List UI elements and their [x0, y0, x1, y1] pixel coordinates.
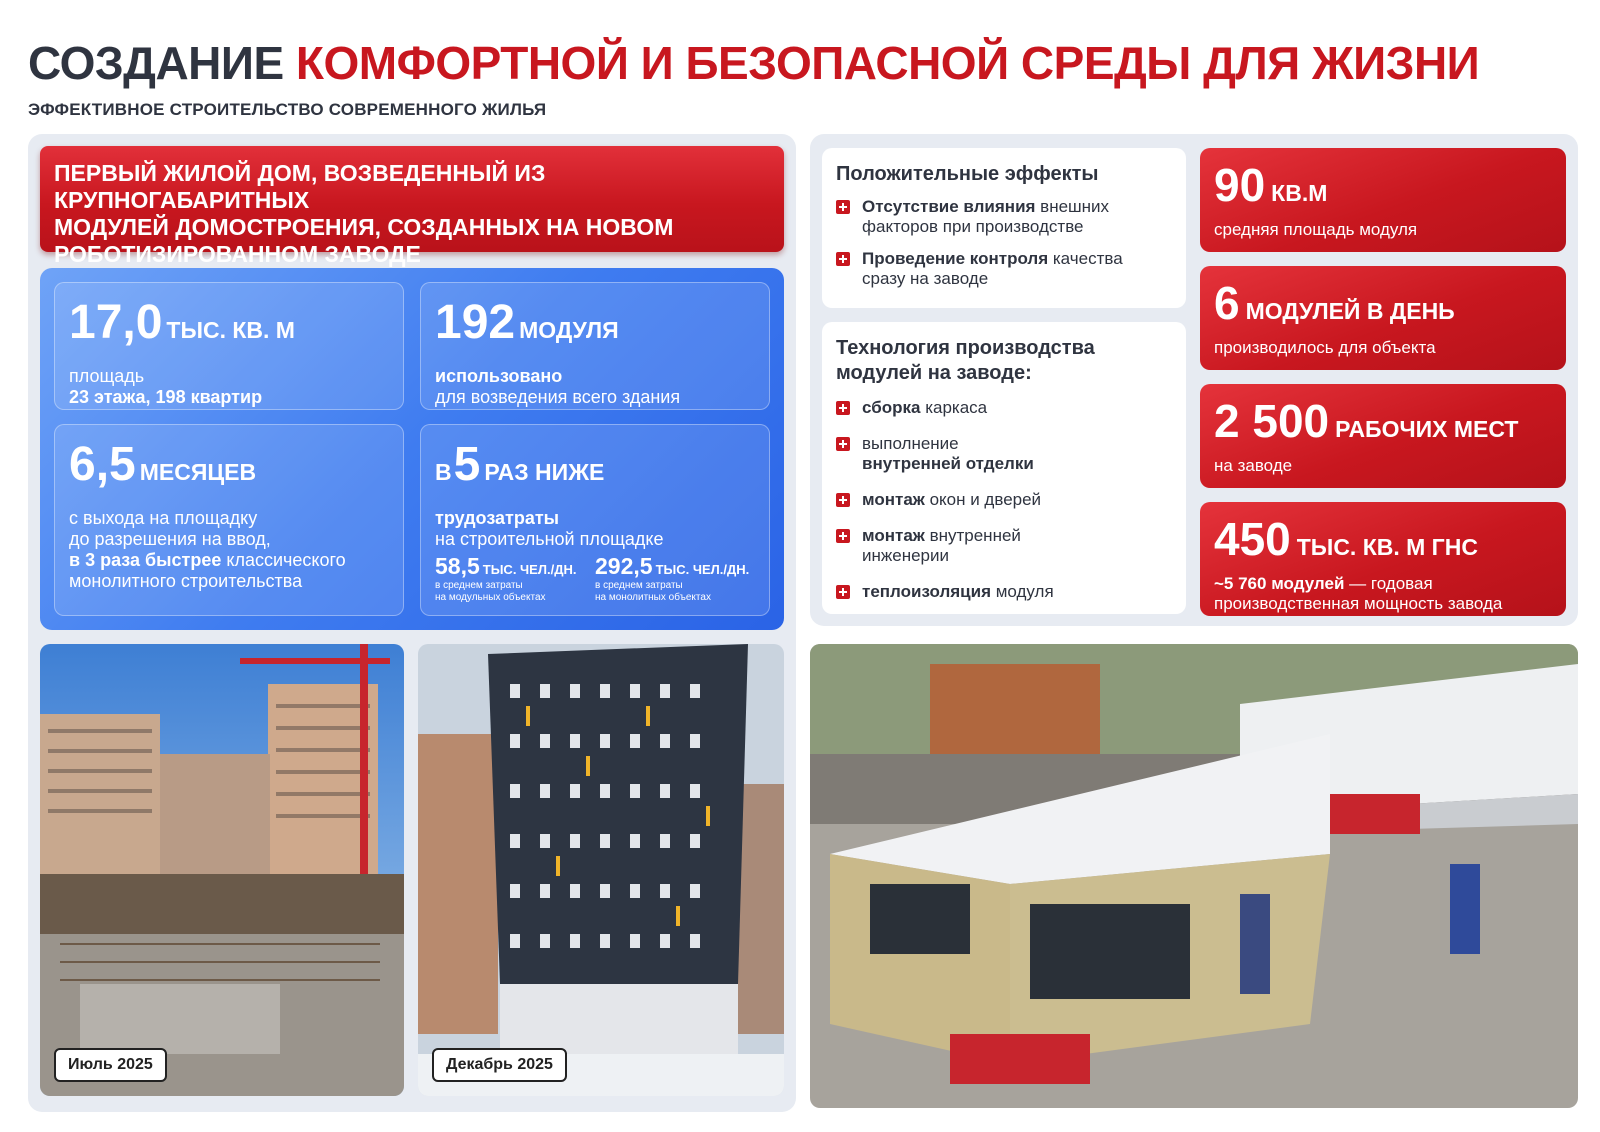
stat-card-modules-per-day — [1200, 266, 1566, 370]
modules-unit: МОДУЛЯ — [519, 317, 619, 343]
stat-value — [1214, 512, 1552, 574]
photo-december-2025 — [418, 644, 784, 1096]
stat-card-jobs — [1200, 384, 1566, 488]
headline-banner — [40, 146, 784, 267]
module-area-sub: средняя площадь модуля — [1214, 220, 1418, 239]
module-area-unit: КВ.М — [1271, 180, 1328, 206]
months-line-2: до разрешения на ввод, — [69, 529, 271, 549]
effects-item-line2: сразу на заводе — [862, 269, 989, 288]
months-line-1: с выхода на площадку — [69, 508, 258, 528]
photo-date-tag: Декабрь 2025 — [432, 1048, 567, 1082]
construction-site-image — [40, 644, 404, 1096]
area-unit: ТЫС. КВ. М — [166, 317, 295, 343]
months-line-4: монолитного строительства — [69, 571, 303, 591]
jobs-value: 2 500 — [1214, 395, 1330, 447]
stat-card-area — [54, 282, 404, 410]
plus-icon — [836, 437, 850, 451]
capacity-unit: ТЫС. КВ. М ГНС — [1296, 534, 1478, 560]
modules-per-day-sub: производилось для объекта — [1214, 338, 1436, 357]
months-line-3 — [69, 550, 389, 571]
title-dark: СОЗДАНИЕ — [28, 37, 284, 89]
modular-number: 58,5 — [435, 553, 480, 579]
modules-line-1: использовано — [435, 366, 563, 386]
technology-item-bold: монтаж — [862, 526, 925, 545]
technology-title-2: модулей на заводе: — [836, 362, 1032, 384]
technology-item — [836, 526, 1172, 566]
effects-item-bold: Проведение контроля — [862, 249, 1049, 268]
effects-card — [822, 148, 1186, 308]
modules-value: 192 — [435, 296, 516, 349]
stat-value — [435, 439, 755, 498]
effects-item — [836, 249, 1172, 289]
months-line-3-rest: классического — [221, 550, 346, 570]
banner-line-1: ПЕРВЫЙ ЖИЛОЙ ДОМ, ВОЗВЕДЕННЫЙ ИЗ КРУПНОГАБАРИТНЫХ — [54, 160, 546, 213]
months-unit: МЕСЯЦЕВ — [139, 459, 257, 485]
technology-item-rest: каркаса — [920, 398, 988, 417]
modules-line-2: для возведения всего здания — [435, 387, 681, 407]
jobs-sub: на заводе — [1214, 456, 1293, 475]
modules-per-day-value: 6 — [1214, 277, 1240, 329]
months-value: 6,5 — [69, 438, 136, 491]
technology-item-rest: модуля — [991, 582, 1054, 601]
capacity-value: 450 — [1214, 513, 1291, 565]
effects-item-line2: факторов при производстве — [862, 217, 1084, 236]
module-area-value: 90 — [1214, 159, 1266, 211]
plus-icon — [836, 585, 850, 599]
page-subtitle: ЭФФЕКТИВНОЕ СТРОИТЕЛЬСТВО СОВРЕМЕННОГО ЖИЛЬЯ — [28, 100, 547, 119]
monolithic-unit: ТЫС. ЧЕЛ./ДН. — [655, 562, 750, 577]
finished-building-image — [418, 644, 784, 1096]
technology-title-1: Технология производства — [836, 337, 1095, 359]
stat-card-labor — [420, 424, 770, 616]
labor-modular — [435, 553, 576, 604]
banner-line-2: МОДУЛЕЙ ДОМОСТРОЕНИЯ, СОЗДАННЫХ НА НОВОМ — [54, 214, 674, 240]
banner-line-3: РОБОТИЗИРОВАННОМ ЗАВОДЕ — [54, 241, 421, 267]
effects-item-bold: Отсутствие влияния — [862, 197, 1036, 216]
technology-item-rest: выполнение — [862, 434, 959, 453]
stat-value — [1214, 394, 1552, 456]
technology-card — [822, 322, 1186, 614]
months-line-3-bold: в 3 раза быстрее — [69, 550, 222, 570]
modules-delivery-image — [810, 644, 1578, 1108]
labor-prefix: В — [435, 459, 452, 485]
plus-icon — [836, 493, 850, 507]
stat-card-months — [54, 424, 404, 616]
modular-value — [435, 553, 576, 580]
jobs-unit: РАБОЧИХ МЕСТ — [1335, 416, 1519, 442]
modules-per-day-unit: МОДУЛЕЙ В ДЕНЬ — [1245, 298, 1455, 324]
technology-item — [836, 434, 1172, 474]
technology-item-line2-bold: внутренней отделки — [862, 454, 1034, 473]
plus-icon — [836, 529, 850, 543]
technology-item — [836, 490, 1172, 510]
monolithic-sub-1: в среднем затраты — [595, 580, 683, 591]
stat-value — [1214, 276, 1552, 338]
technology-item — [836, 582, 1172, 602]
stat-value — [69, 297, 389, 356]
technology-item — [836, 398, 1172, 418]
page-title — [28, 37, 1480, 89]
plus-icon — [836, 252, 850, 266]
photo-date-tag: Июль 2025 — [54, 1048, 167, 1082]
stat-value — [69, 439, 389, 498]
stat-card-capacity — [1200, 502, 1566, 616]
area-line-2: 23 этажа, 198 квартир — [69, 387, 263, 407]
technology-item-line2: инженерии — [862, 546, 950, 565]
plus-icon — [836, 200, 850, 214]
effects-item-rest: внешних — [1035, 197, 1110, 216]
photo-july-2025 — [40, 644, 404, 1096]
stat-value — [435, 297, 755, 356]
labor-value: 5 — [453, 438, 481, 491]
stat-card-modules — [420, 282, 770, 410]
area-value: 17,0 — [69, 296, 163, 349]
effects-item — [836, 197, 1172, 237]
modular-sub-1: в среднем затраты — [435, 580, 523, 591]
title-red: КОМФОРТНОЙ И БЕЗОПАСНОЙ СРЕДЫ ДЛЯ ЖИЗНИ — [295, 37, 1480, 89]
area-line-1: площадь — [69, 366, 145, 386]
technology-item-bold: сборка — [862, 398, 921, 417]
technology-item-rest: окон и дверей — [924, 490, 1042, 509]
stat-value — [1214, 158, 1552, 220]
technology-item-bold: теплоизоляция — [862, 582, 991, 601]
capacity-sub-bold: ~5 760 модулей — [1214, 574, 1345, 593]
labor-line-2: на строительной площадке — [435, 529, 664, 549]
monolithic-sub-2: на монолитных объектах — [595, 592, 711, 603]
labor-monolithic — [595, 553, 749, 604]
effects-title: Положительные эффекты — [836, 163, 1099, 185]
labor-line-1: трудозатраты — [435, 508, 560, 528]
technology-item-bold: монтаж — [862, 490, 925, 509]
monolithic-value — [595, 553, 749, 580]
monolithic-number: 292,5 — [595, 553, 653, 579]
modular-unit: ТЫС. ЧЕЛ./ДН. — [482, 562, 577, 577]
stats-blue-block — [40, 268, 784, 630]
modular-sub-2: на модульных объектах — [435, 592, 546, 603]
capacity-sub-rest: — годовая — [1344, 574, 1433, 593]
labor-unit: РАЗ НИЖЕ — [484, 459, 605, 485]
technology-item-rest: внутренней — [924, 526, 1021, 545]
plus-icon — [836, 401, 850, 415]
stat-card-module-area — [1200, 148, 1566, 252]
photo-modules-delivery — [810, 644, 1578, 1108]
effects-item-rest: качества — [1048, 249, 1123, 268]
header — [28, 37, 1480, 120]
capacity-sub-1 — [1214, 574, 1552, 594]
capacity-sub-2: производственная мощность завода — [1214, 594, 1503, 613]
